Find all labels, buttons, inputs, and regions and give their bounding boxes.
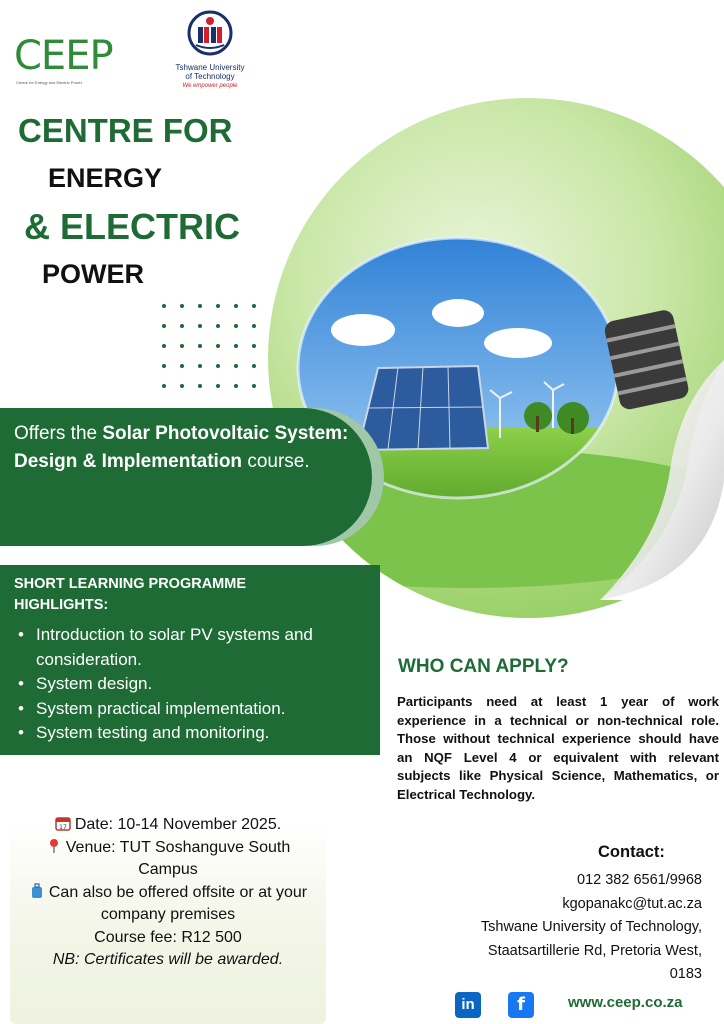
contact-phone[interactable]: 012 382 6561/9968 <box>577 872 702 888</box>
who-can-apply-text: Participants need at least 1 year of work experience in a technical or non-technical role. Those without technical experience should have an NQF Level 4 or equivalent with relevant subjects like Physical Science, Mathematics, or Electrical Technology. <box>397 694 719 802</box>
title-line-1: CENTRE FOR <box>18 112 233 149</box>
event-offsite-line <box>18 882 318 927</box>
dot-grid-decoration <box>160 302 260 392</box>
offer-suffix: course. <box>247 451 310 472</box>
offer-prefix: Offers the <box>14 423 98 444</box>
event-offsite: Can also be offered offsite or at your company premises <box>48 883 308 923</box>
tut-name-line2: of Technology <box>185 72 235 81</box>
ceep-logo-tagline: Centre for Energy and Electric Power <box>16 80 83 85</box>
contact-address-line1: Tshwane University of Technology, <box>480 919 702 935</box>
course-fee: Course fee: R12 500 <box>94 928 242 946</box>
website-link[interactable]: www.ceep.co.za <box>568 994 683 1011</box>
certificate-note-label: NB <box>52 951 76 968</box>
event-date: Date: 10-14 November 2025. <box>74 816 282 833</box>
tut-name <box>164 63 256 81</box>
title-line-4: POWER <box>42 259 145 289</box>
map-pin-icon <box>46 838 62 854</box>
list-item: • System design. <box>18 672 368 697</box>
highlights-list <box>18 623 368 746</box>
event-date-line <box>18 814 318 837</box>
contact-address-line2: Staatsartillerie Rd, Pretoria West, <box>487 942 702 959</box>
tut-logo <box>164 10 256 92</box>
course-name: Solar Photovoltaic System: Design & Implementation <box>14 423 349 472</box>
contact-details <box>420 869 702 987</box>
ceep-logo <box>14 34 144 90</box>
course-offer-text <box>14 420 354 476</box>
contact-email[interactable]: kgopanakc@tut.ac.za <box>562 895 702 912</box>
page-curl-decoration <box>560 360 724 600</box>
list-item: • System practical implementation. <box>18 697 368 722</box>
event-venue: Venue: TUT Soshanguve South Campus <box>65 838 291 878</box>
facebook-icon[interactable]: f <box>508 992 534 1018</box>
highlights-box <box>0 565 380 755</box>
highlights-title: SHORT LEARNING PROGRAMME HIGHLIGHTS: <box>14 576 246 613</box>
who-can-apply-heading: WHO CAN APPLY? <box>398 656 569 677</box>
linkedin-icon[interactable]: in <box>455 992 481 1018</box>
list-item: • Introduction to solar PV systems and consideration. <box>18 623 368 672</box>
luggage-icon <box>29 883 45 899</box>
title-line-3: & ELECTRIC <box>24 206 240 247</box>
title-line-2: ENERGY <box>48 163 163 193</box>
tut-emblem-icon <box>184 10 236 56</box>
contact-postcode: 0183 <box>669 966 702 982</box>
event-venue-line <box>18 837 318 882</box>
tut-name-line1: Tshwane University <box>175 63 245 72</box>
calendar-icon <box>55 815 71 831</box>
event-details <box>18 814 318 972</box>
contact-heading: Contact: <box>598 843 665 861</box>
ceep-logo-word: CEEP <box>14 33 113 79</box>
certificate-note-text: : Certificates will be awarded. <box>75 951 284 968</box>
svg-text:17: 17 <box>59 824 67 831</box>
certificate-note <box>18 949 318 972</box>
tut-slogan: We empower people <box>182 83 238 89</box>
list-item: • System testing and monitoring. <box>18 721 368 746</box>
